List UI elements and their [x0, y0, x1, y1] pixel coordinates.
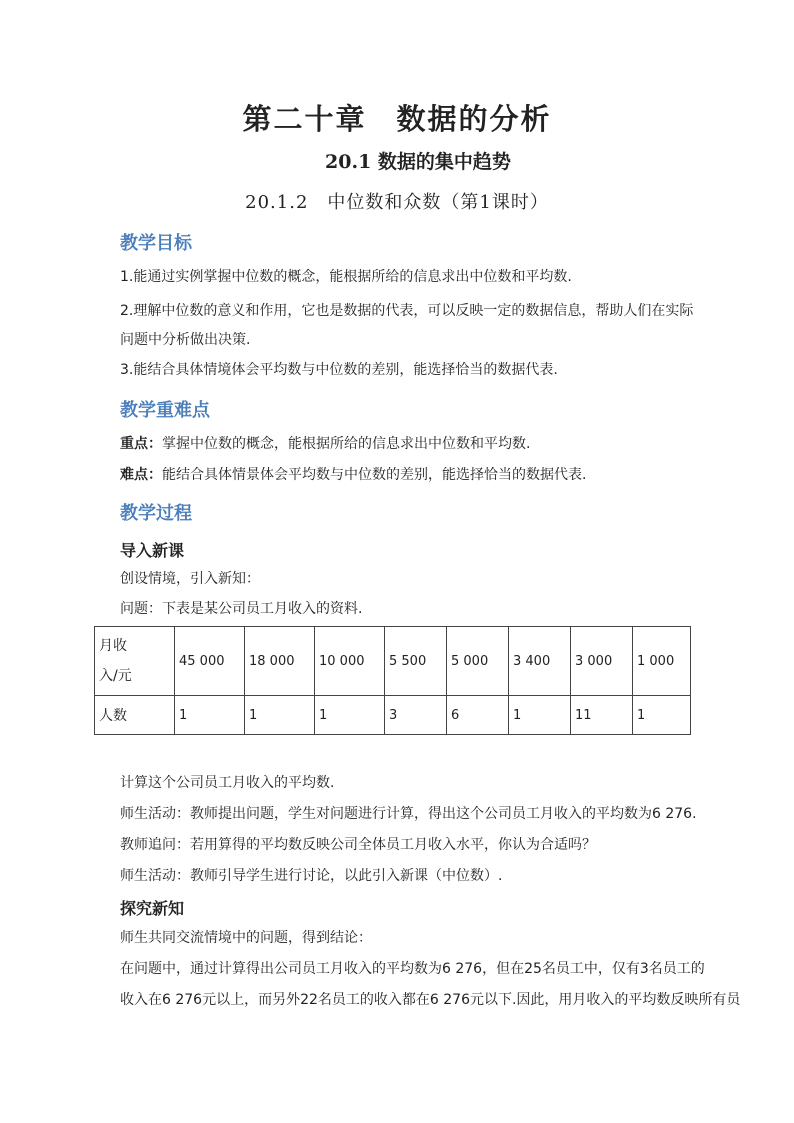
difficult-point-label: 难点：	[120, 467, 162, 483]
difficult-point-line	[120, 464, 586, 486]
after-table-line-3: 教师追问：若用算得的平均数反映公司全体员工月收入水平，你认为合适吗？	[120, 837, 596, 853]
count-cell: 6	[447, 696, 509, 735]
key-points-heading: 教学重难点	[120, 400, 210, 421]
objective-item-3: 3.能结合具体情境体会平均数与中位数的差别，能选择恰当的数据代表.	[120, 362, 558, 378]
intro-line-2: 问题：下表是某公司员工月收入的资料.	[120, 601, 363, 617]
key-point-text: 掌握中位数的概念，能根据所给的信息求出中位数和平均数.	[162, 436, 531, 452]
after-table-line-4: 师生活动：教师引导学生进行讨论，以此引入新课（中位数）.	[120, 868, 503, 884]
process-heading: 教学过程	[120, 503, 192, 524]
after-table-line-2: 师生活动：教师提出问题，学生对问题进行计算，得出这个公司员工月收入的平均数为6 276.	[120, 806, 697, 822]
chapter-name: 数据的分析	[396, 102, 552, 136]
income-cell: 3 000	[571, 627, 633, 696]
key-point-label: 重点：	[120, 436, 162, 452]
chapter-title	[0, 97, 794, 138]
count-cell: 3	[385, 696, 447, 735]
count-cell: 11	[571, 696, 633, 735]
count-cell: 1	[245, 696, 315, 735]
key-point-line	[120, 433, 530, 455]
intro-line-1: 创设情境，引入新知：	[120, 571, 260, 587]
section-title: 20.1 数据的集中趋势	[325, 151, 511, 173]
intro-heading: 导入新课	[120, 541, 185, 560]
count-cell: 1	[633, 696, 691, 735]
income-cell: 10 000	[315, 627, 385, 696]
table-row-count	[95, 696, 691, 735]
income-header-line-2: 入/元	[99, 668, 132, 684]
income-cell: 5 000	[447, 627, 509, 696]
subsection-title: 20.1.2 中位数和众数（第1课时）	[245, 192, 549, 213]
explore-line-2: 在问题中，通过计算得出公司员工月收入的平均数为6 276，但在25名员工中，仅有3名员工的	[120, 961, 705, 977]
income-cell: 18 000	[245, 627, 315, 696]
income-cell: 3 400	[509, 627, 571, 696]
chapter-number: 第二十章	[242, 102, 367, 136]
after-table-line-1: 计算这个公司员工月收入的平均数.	[120, 775, 335, 791]
count-cell: 1	[315, 696, 385, 735]
explore-line-3: 收入在6 276元以上，而另外22名员工的收入都在6 276元以下.因此，用月收入的平均数反映所有员	[120, 992, 741, 1008]
count-header-cell: 人数	[95, 696, 175, 735]
objective-item-2: 2.理解中位数的意义和作用，它也是数据的代表，可以反映一定的数据信息，帮助人们在实际问题中分析做出决策.	[120, 303, 694, 348]
income-cell: 5 500	[385, 627, 447, 696]
difficult-point-text: 能结合具体情景体会平均数与中位数的差别，能选择恰当的数据代表.	[162, 467, 587, 483]
income-table	[94, 626, 691, 735]
explore-heading: 探究新知	[120, 899, 185, 918]
explore-line-1: 师生共同交流情境中的问题，得到结论：	[120, 930, 372, 946]
objectives-heading: 教学目标	[120, 233, 192, 254]
objective-item-1: 1.能通过实例掌握中位数的概念，能根据所给的信息求出中位数和平均数.	[120, 269, 572, 285]
count-cell: 1	[509, 696, 571, 735]
count-cell: 1	[175, 696, 245, 735]
income-header-cell	[95, 627, 175, 696]
income-cell: 1 000	[633, 627, 691, 696]
table-row-income	[95, 627, 691, 696]
income-cell: 45 000	[175, 627, 245, 696]
income-header-line-1: 月收	[99, 638, 127, 654]
